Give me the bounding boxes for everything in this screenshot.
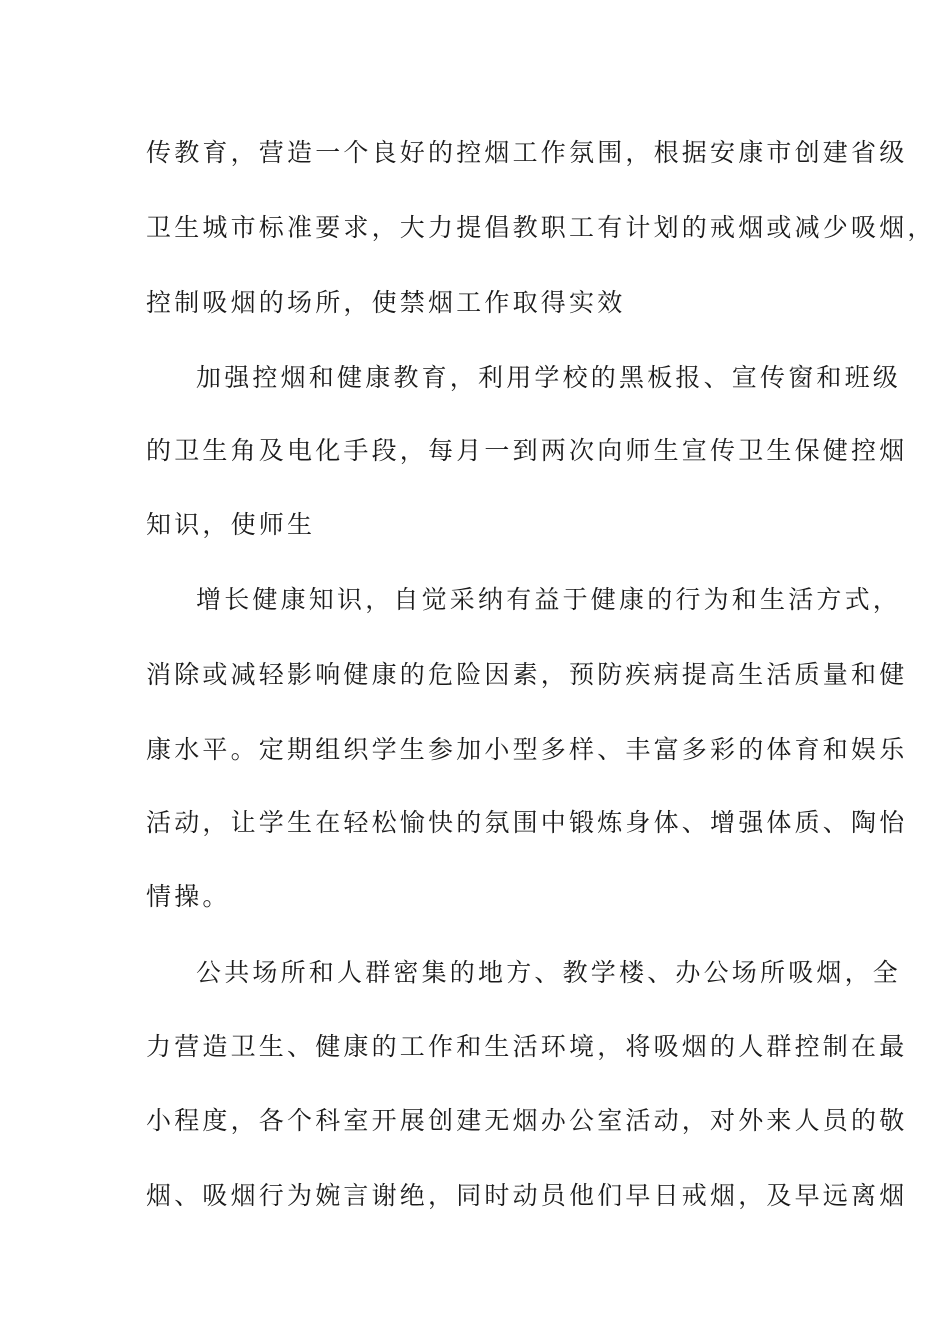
text-line: 情操。 xyxy=(146,882,231,911)
text-line: 烟、吸烟行为婉言谢绝，同时动员他们早日戒烟，及早远离烟 xyxy=(146,1181,908,1210)
text-line: 加强控烟和健康教育，利用学校的黑板报、宣传窗和班级 xyxy=(196,363,902,392)
text-line: 康水平。定期组织学生参加小型多样、丰富多彩的体育和娱乐 xyxy=(146,735,908,764)
text-line: 消除或减轻影响健康的危险因素，预防疾病提高生活质量和健 xyxy=(146,660,908,689)
text-line: 力营造卫生、健康的工作和生活环境，将吸烟的人群控制在最 xyxy=(146,1032,908,1061)
text-line: 控制吸烟的场所，使禁烟工作取得实效 xyxy=(146,288,626,317)
text-line: 小程度，各个科室开展创建无烟办公室活动，对外来人员的敬 xyxy=(146,1106,908,1135)
text-line: 传教育，营造一个良好的控烟工作氛围，根据安康市创建省级 xyxy=(146,138,908,167)
text-line: 卫生城市标准要求，大力提倡教职工有计划的戒烟或减少吸烟， xyxy=(146,213,936,242)
text-line: 活动，让学生在轻松愉快的氛围中锻炼身体、增强体质、陶怡 xyxy=(146,808,908,837)
text-line: 知识，使师生 xyxy=(146,510,316,539)
text-line: 公共场所和人群密集的地方、教学楼、办公场所吸烟，全 xyxy=(196,958,902,987)
text-line: 的卫生角及电化手段，每月一到两次向师生宣传卫生保健控烟 xyxy=(146,436,908,465)
text-line: 增长健康知识，自觉采纳有益于健康的行为和生活方式， xyxy=(196,585,902,614)
